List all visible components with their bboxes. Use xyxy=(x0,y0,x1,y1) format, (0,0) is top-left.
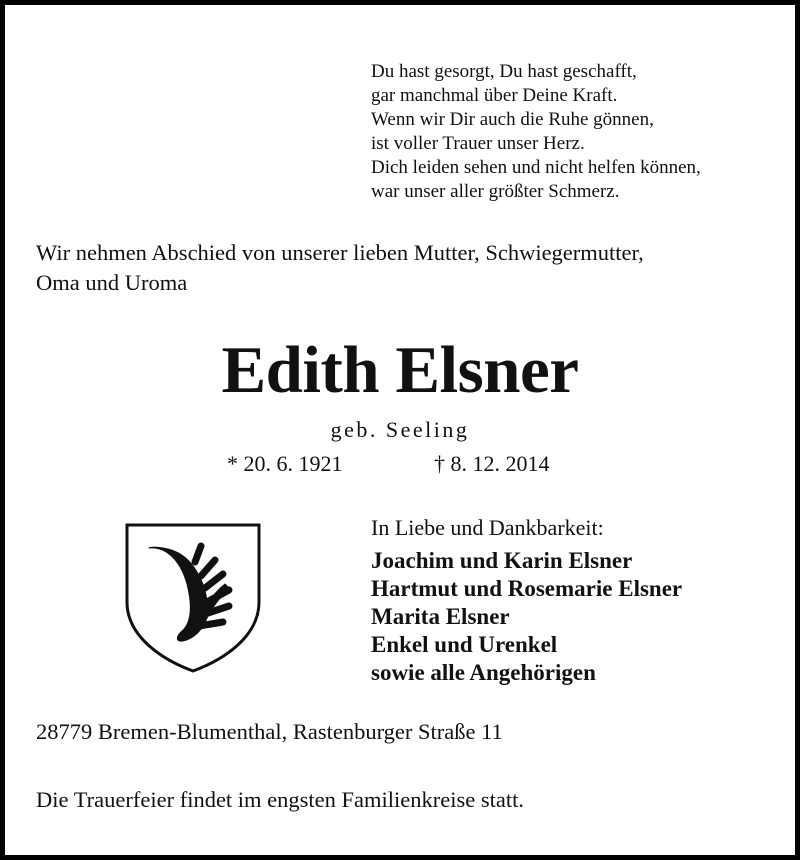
mourner-name: sowie alle Angehörigen xyxy=(371,660,596,685)
mourner-name: Marita Elsner xyxy=(371,604,510,629)
family-address: 28779 Bremen-Blumenthal, Rastenburger Straße 11 xyxy=(36,719,503,744)
maiden-name: geb. Seeling xyxy=(330,417,470,442)
funeral-note: Die Trauerfeier findet im engsten Familienkreise statt. xyxy=(36,787,525,812)
death-date: † 8. 12. 2014 xyxy=(434,451,550,476)
poem-line: ist voller Trauer unser Herz. xyxy=(371,133,585,154)
mourners-list xyxy=(371,547,682,687)
mourner-name: Joachim und Karin Elsner xyxy=(371,548,633,573)
farewell-intro xyxy=(36,238,644,298)
poem-line: gar manchmal über Deine Kraft. xyxy=(371,85,618,106)
deceased-name: Edith Elsner xyxy=(221,333,579,407)
mourner-name: Enkel und Urenkel xyxy=(371,632,558,657)
poem-line: Du hast gesorgt, Du hast geschafft, xyxy=(371,61,637,82)
poem-line: Wenn wir Dir auch die Ruhe gönnen, xyxy=(371,109,654,130)
poem-line: war unser aller größter Schmerz. xyxy=(371,181,620,202)
poem-line: Dich leiden sehen und nicht helfen können, xyxy=(371,157,701,178)
thanks-heading: In Liebe und Dankbarkeit: xyxy=(371,515,604,540)
intro-line: Oma und Uroma xyxy=(36,270,188,295)
mourner-name: Hartmut und Rosemarie Elsner xyxy=(371,576,683,601)
intro-line: Wir nehmen Abschied von unserer lieben Mutter, Schwiegermutter, xyxy=(36,240,644,265)
birth-date: * 20. 6. 1921 xyxy=(227,451,343,476)
antler-coat-of-arms-icon xyxy=(123,522,263,674)
memorial-poem xyxy=(371,60,701,204)
